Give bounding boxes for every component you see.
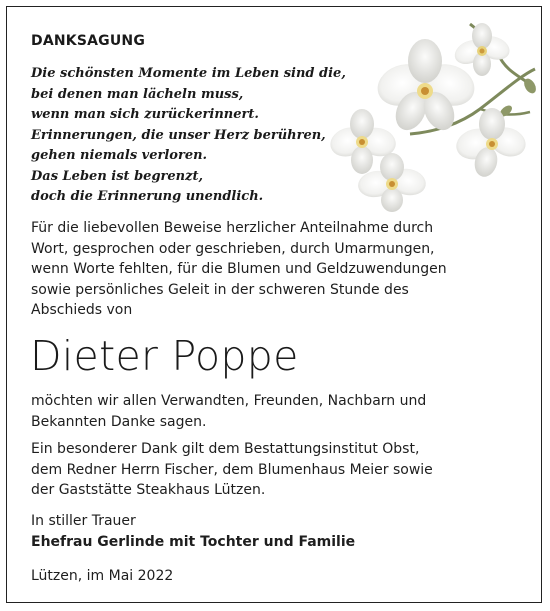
intro-paragraph [31,218,447,321]
poem [31,64,361,208]
poem-line: Die schönsten Momente im Leben sind die, [31,66,346,81]
special-line: dem Redner Herrn Fischer, dem Blumenhaus Meier sowie [31,461,433,478]
intro-line: Wort, gesprochen oder geschrieben, durch Umarmungen, [31,240,435,257]
signature-intro: In stiller Trauer [31,513,136,529]
signature [31,511,355,552]
place-date-text: Lützen, im Mai 2022 [31,568,174,584]
intro-line: Abschieds von [31,302,133,318]
poem-line: gehen niemals verloren. [31,148,208,163]
heading: DANKSAGUNG [31,33,146,49]
deceased-name: Dieter Poppe [30,332,299,380]
place-date [31,566,173,587]
poem-line: bei denen man lächeln muss, [31,86,244,102]
signature-family: Ehefrau Gerlinde mit Tochter und Familie [31,533,356,550]
intro-line: Für die liebevollen Beweise herzlicher Anteilnahme durch [31,220,434,236]
poem-line: Erinnerungen, die unser Herz berühren, [31,127,326,143]
intro-line: wenn Worte fehlten, für die Blumen und Geldzuwendungen [31,261,447,277]
thanks-line: möchten wir allen Verwandten, Freunden, Nachbarn und [31,393,427,409]
poem-line: wenn man sich zurückerinnert. [31,107,259,122]
intro-line: sowie persönliches Geleit in der schweren Stunde des [31,281,409,298]
orchid-image [330,14,540,214]
thanks-paragraph [31,391,426,432]
poem-line: Das Leben ist begrenzt, [31,168,204,184]
special-line: Ein besonderer Dank gilt dem Bestattungsinstitut Obst, [31,441,420,457]
poem-line: doch die Erinnerung unendlich. [31,189,264,204]
special-line: der Gaststätte Steakhaus Lützen. [31,482,266,498]
thanks-line: Bekannten Danke sagen. [31,413,207,430]
special-thanks-paragraph [31,439,433,501]
